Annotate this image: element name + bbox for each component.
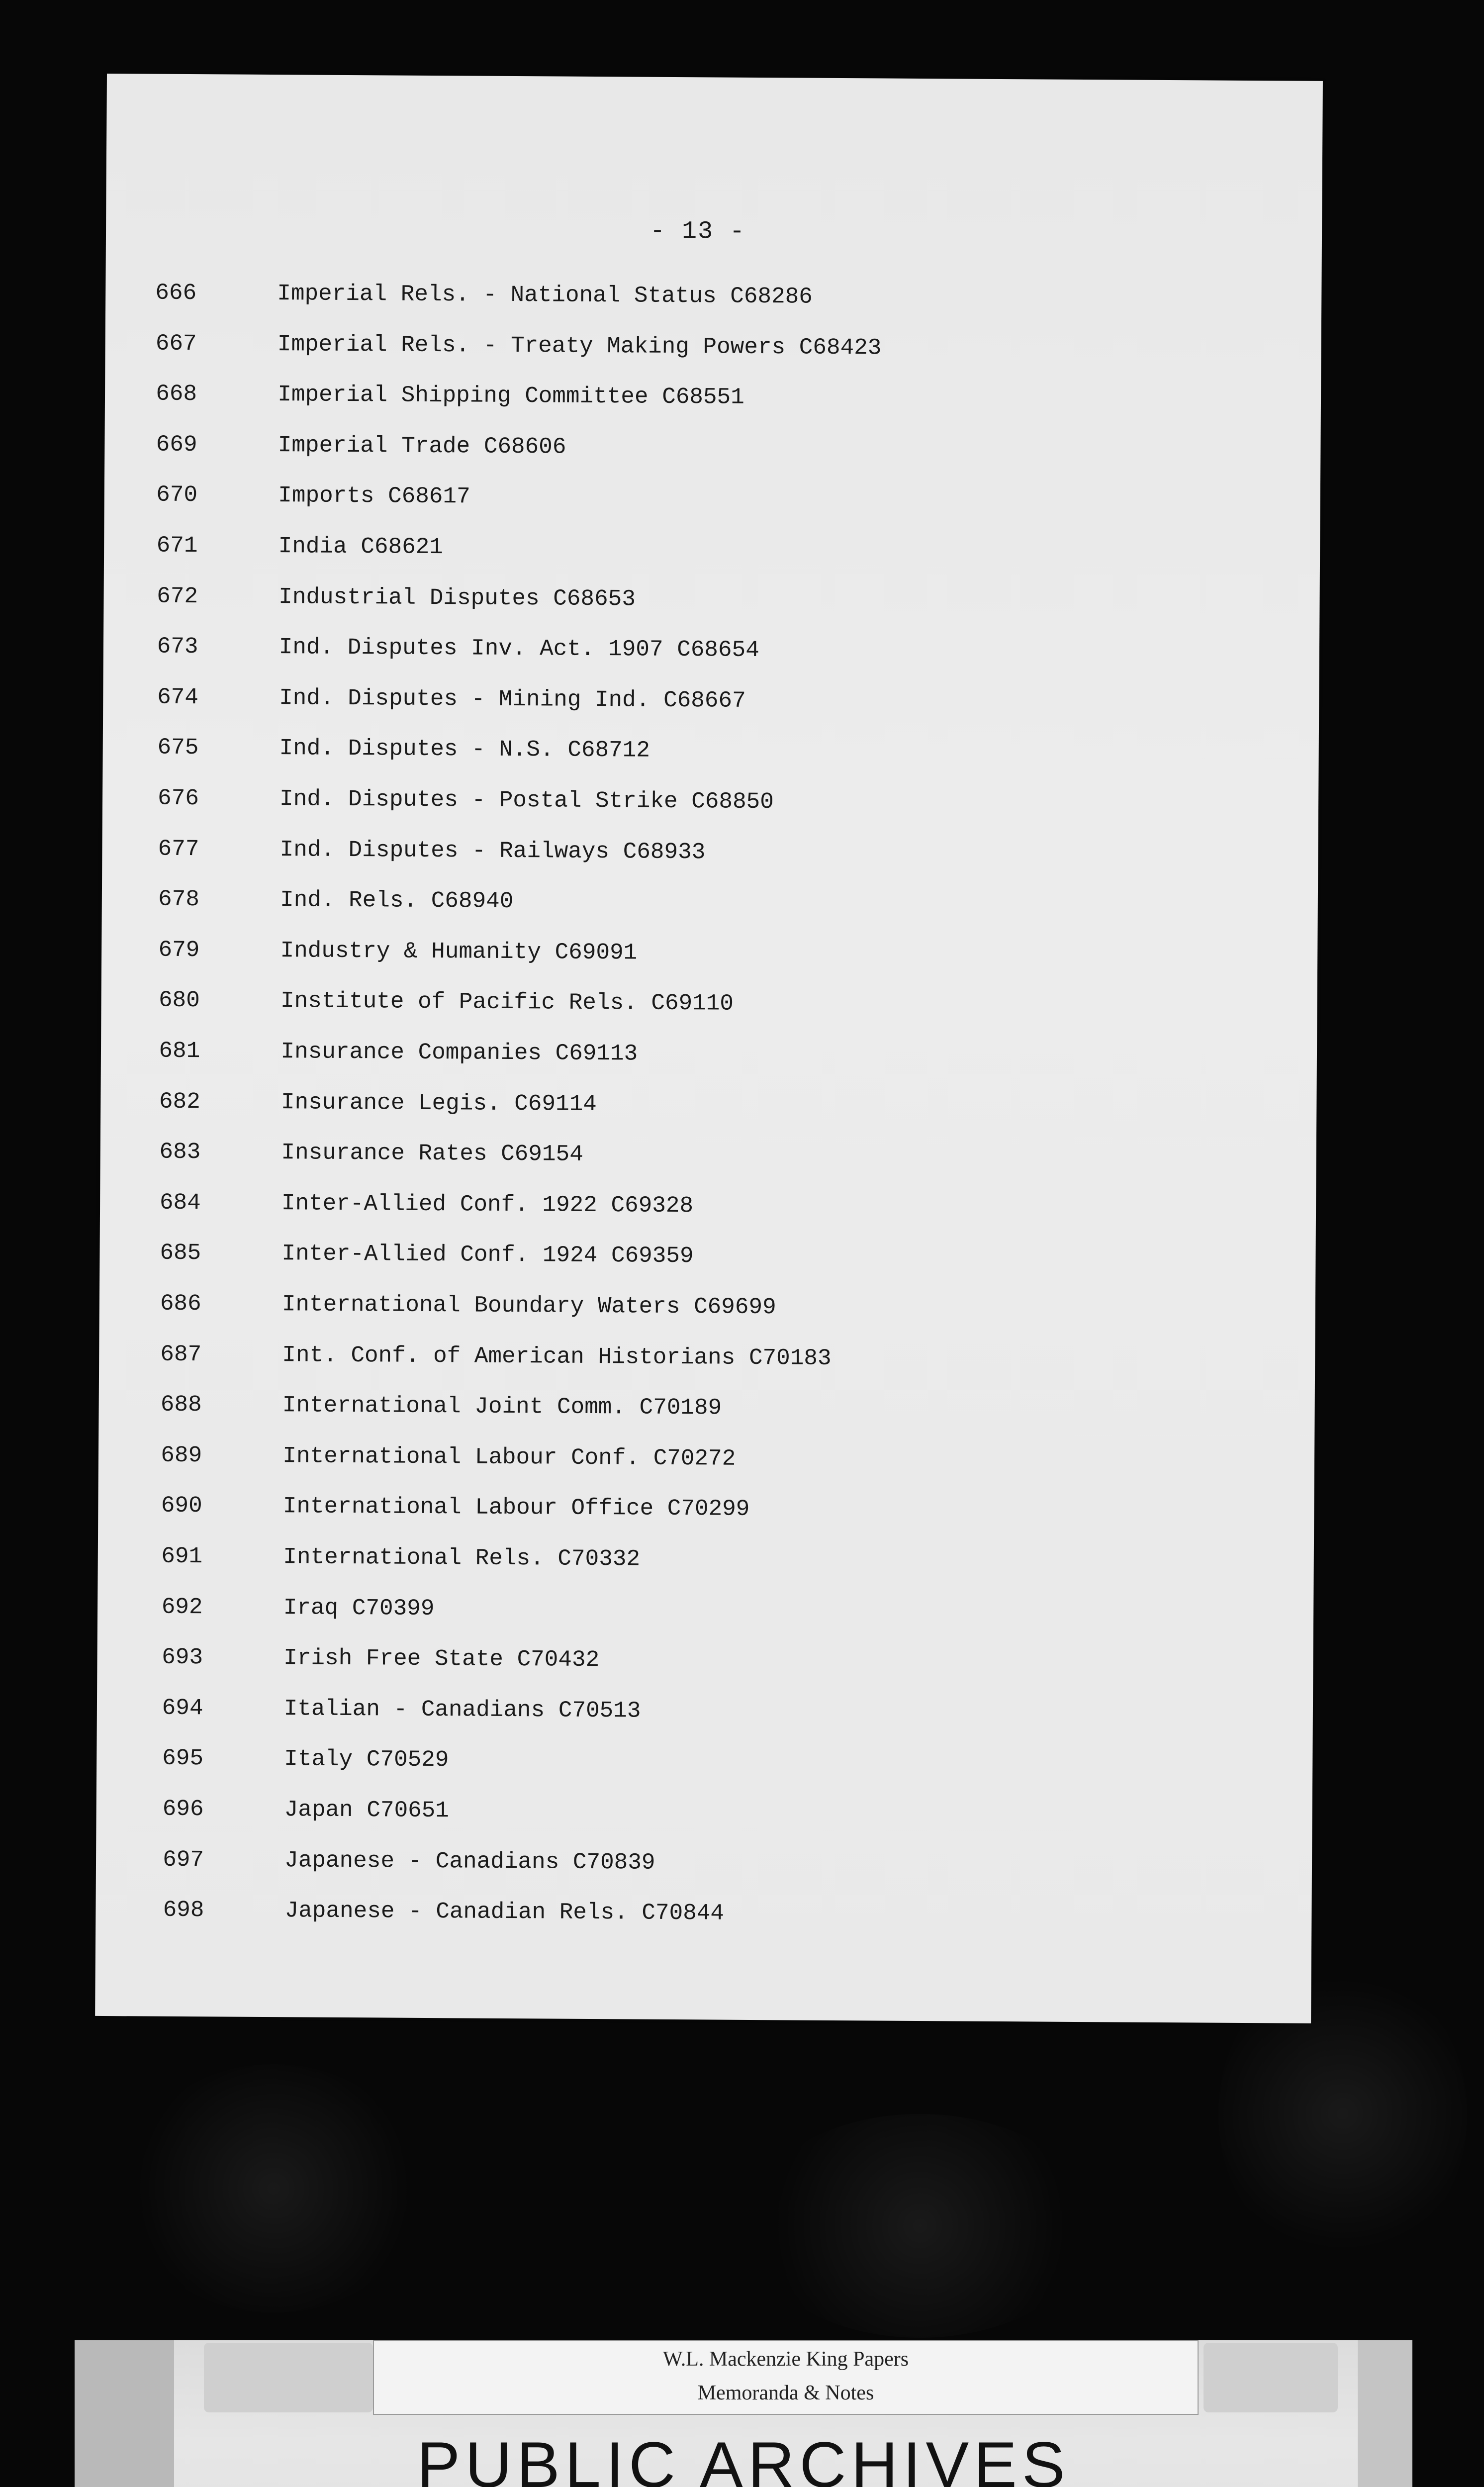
index-entry [111, 1435, 1327, 1482]
entry-title: Imperial Shipping Committee C68551 [278, 382, 744, 411]
entry-title: Japanese - Canadian Rels. C70844 [284, 1898, 725, 1926]
entry-title: International Labour Conf. C70272 [282, 1443, 736, 1472]
index-entry [107, 677, 1323, 724]
entry-title: International Joint Comm. C70189 [282, 1392, 722, 1421]
entry-title: International Boundary Waters C69699 [281, 1291, 776, 1321]
entry-number: 697 [163, 1846, 204, 1873]
index-entry [108, 930, 1324, 977]
entry-number: 677 [158, 836, 199, 862]
entry-number: 696 [162, 1796, 204, 1822]
entry-number: 669 [156, 431, 197, 458]
entry-number: 688 [160, 1391, 202, 1418]
page-number: - 13 - [649, 217, 746, 246]
index-entry [107, 576, 1323, 623]
entry-title: Japan C70651 [284, 1797, 450, 1824]
entry-number: 676 [157, 785, 199, 812]
entry-title: Industry & Humanity C69091 [280, 937, 638, 966]
entry-number: 689 [161, 1442, 202, 1469]
collection-name: W.L. Mackenzie King Papers [662, 2348, 909, 2371]
index-entry [110, 1334, 1326, 1381]
entry-title: Imperial Rels. - National Status C68286 [277, 281, 813, 310]
entry-title: Iraq C70399 [283, 1594, 435, 1622]
index-entry [105, 273, 1321, 320]
index-entry [106, 374, 1322, 421]
index-entry [113, 1839, 1329, 1887]
entry-number: 678 [158, 886, 200, 913]
index-entry [108, 778, 1324, 825]
entry-number: 672 [157, 583, 198, 609]
entry-number: 668 [156, 381, 197, 407]
entry-number: 694 [162, 1695, 203, 1722]
index-entry-list [106, 273, 1322, 1926]
entry-title: Ind. Disputes - Railways C68933 [279, 836, 706, 865]
entry-title: Insurance Legis. C69114 [280, 1089, 597, 1117]
index-entry [109, 1081, 1325, 1129]
entry-title: Imports C68617 [278, 482, 470, 510]
collection-tape [373, 2340, 1199, 2415]
entry-title: Ind. Rels. C68940 [279, 887, 514, 915]
torn-paper [1204, 2343, 1338, 2412]
index-entry [106, 525, 1322, 573]
entry-number: 683 [159, 1139, 201, 1165]
entry-number: 666 [155, 280, 197, 306]
index-entry [111, 1384, 1327, 1432]
entry-number: 698 [163, 1897, 204, 1923]
index-entry [109, 980, 1325, 1027]
entry-title: Insurance Companies C69113 [280, 1039, 638, 1067]
entry-number: 685 [160, 1240, 201, 1266]
archive-name-english: PUBLIC ARCHIVES [417, 2428, 1070, 2487]
entry-number: 695 [162, 1745, 204, 1772]
index-entry [109, 1031, 1325, 1078]
archive-label [75, 2340, 1412, 2487]
index-entry [110, 1283, 1326, 1331]
entry-number: 667 [155, 330, 197, 357]
entry-title: Insurance Rates C69154 [281, 1140, 583, 1168]
entry-number: 681 [159, 1038, 200, 1064]
entry-number: 684 [159, 1189, 201, 1216]
entry-title: Italy C70529 [284, 1746, 449, 1773]
entry-title: Imperial Trade C68606 [278, 432, 566, 460]
film-mottle [746, 2114, 1094, 2338]
entry-title: Italian - Canadians C70513 [283, 1696, 641, 1724]
index-entry [110, 1233, 1326, 1280]
entry-title: Inter-Allied Conf. 1922 C69328 [281, 1190, 694, 1219]
index-entry [106, 475, 1322, 522]
entry-number: 680 [158, 987, 200, 1014]
entry-number: 692 [161, 1594, 203, 1620]
entry-title: Industrial Disputes C68653 [278, 583, 636, 612]
entry-title: India C68621 [278, 533, 444, 561]
entry-title: Institute of Pacific Rels. C69110 [280, 988, 734, 1017]
entry-number: 691 [161, 1543, 203, 1570]
entry-number: 687 [160, 1341, 202, 1367]
entry-title: Int. Conf. of American Historians C70183 [282, 1341, 832, 1371]
series-name: Memoranda & Notes [697, 2382, 874, 2404]
entry-title: Japanese - Canadians C70839 [284, 1847, 655, 1876]
entry-title: Irish Free State C70432 [283, 1645, 600, 1673]
entry-number: 675 [157, 735, 199, 761]
entry-title: Ind. Disputes Inv. Act. 1907 C68654 [278, 634, 759, 664]
index-entry [113, 1890, 1329, 1937]
entry-title: Imperial Rels. - Treaty Making Powers C68423 [277, 331, 882, 361]
entry-number: 690 [161, 1493, 202, 1519]
entry-title: Ind. Disputes - Mining Ind. C68667 [278, 684, 746, 714]
entry-number: 671 [156, 532, 198, 559]
index-entry [107, 626, 1323, 673]
entry-title: International Rels. C70332 [283, 1544, 641, 1572]
index-entry [109, 1132, 1325, 1179]
film-mottle [124, 2064, 423, 2313]
index-entry [112, 1789, 1328, 1836]
entry-title: Ind. Disputes - Postal Strike C68850 [279, 786, 774, 815]
entry-number: 686 [160, 1290, 201, 1317]
index-entry [112, 1587, 1328, 1634]
entry-number: 679 [158, 937, 200, 963]
torn-paper [204, 2343, 373, 2412]
index-entry [106, 323, 1322, 371]
entry-title: International Labour Office C70299 [282, 1493, 750, 1523]
entry-number: 674 [157, 684, 199, 710]
index-entry [110, 1182, 1326, 1230]
index-entry [108, 879, 1324, 926]
index-entry [111, 1536, 1327, 1583]
index-entry [106, 424, 1322, 472]
entry-title: Ind. Disputes - N.S. C68712 [279, 735, 650, 764]
index-page [95, 74, 1323, 2023]
index-entry [112, 1738, 1328, 1786]
entry-title: Inter-Allied Conf. 1924 C69359 [281, 1241, 694, 1269]
index-entry [112, 1688, 1328, 1735]
index-entry [111, 1485, 1327, 1532]
entry-number: 670 [156, 482, 198, 508]
entry-number: 673 [157, 633, 198, 660]
entry-number: 682 [159, 1088, 200, 1115]
index-entry [108, 829, 1324, 876]
entry-number: 693 [162, 1644, 203, 1671]
index-entry [112, 1637, 1328, 1684]
index-entry [107, 727, 1323, 774]
